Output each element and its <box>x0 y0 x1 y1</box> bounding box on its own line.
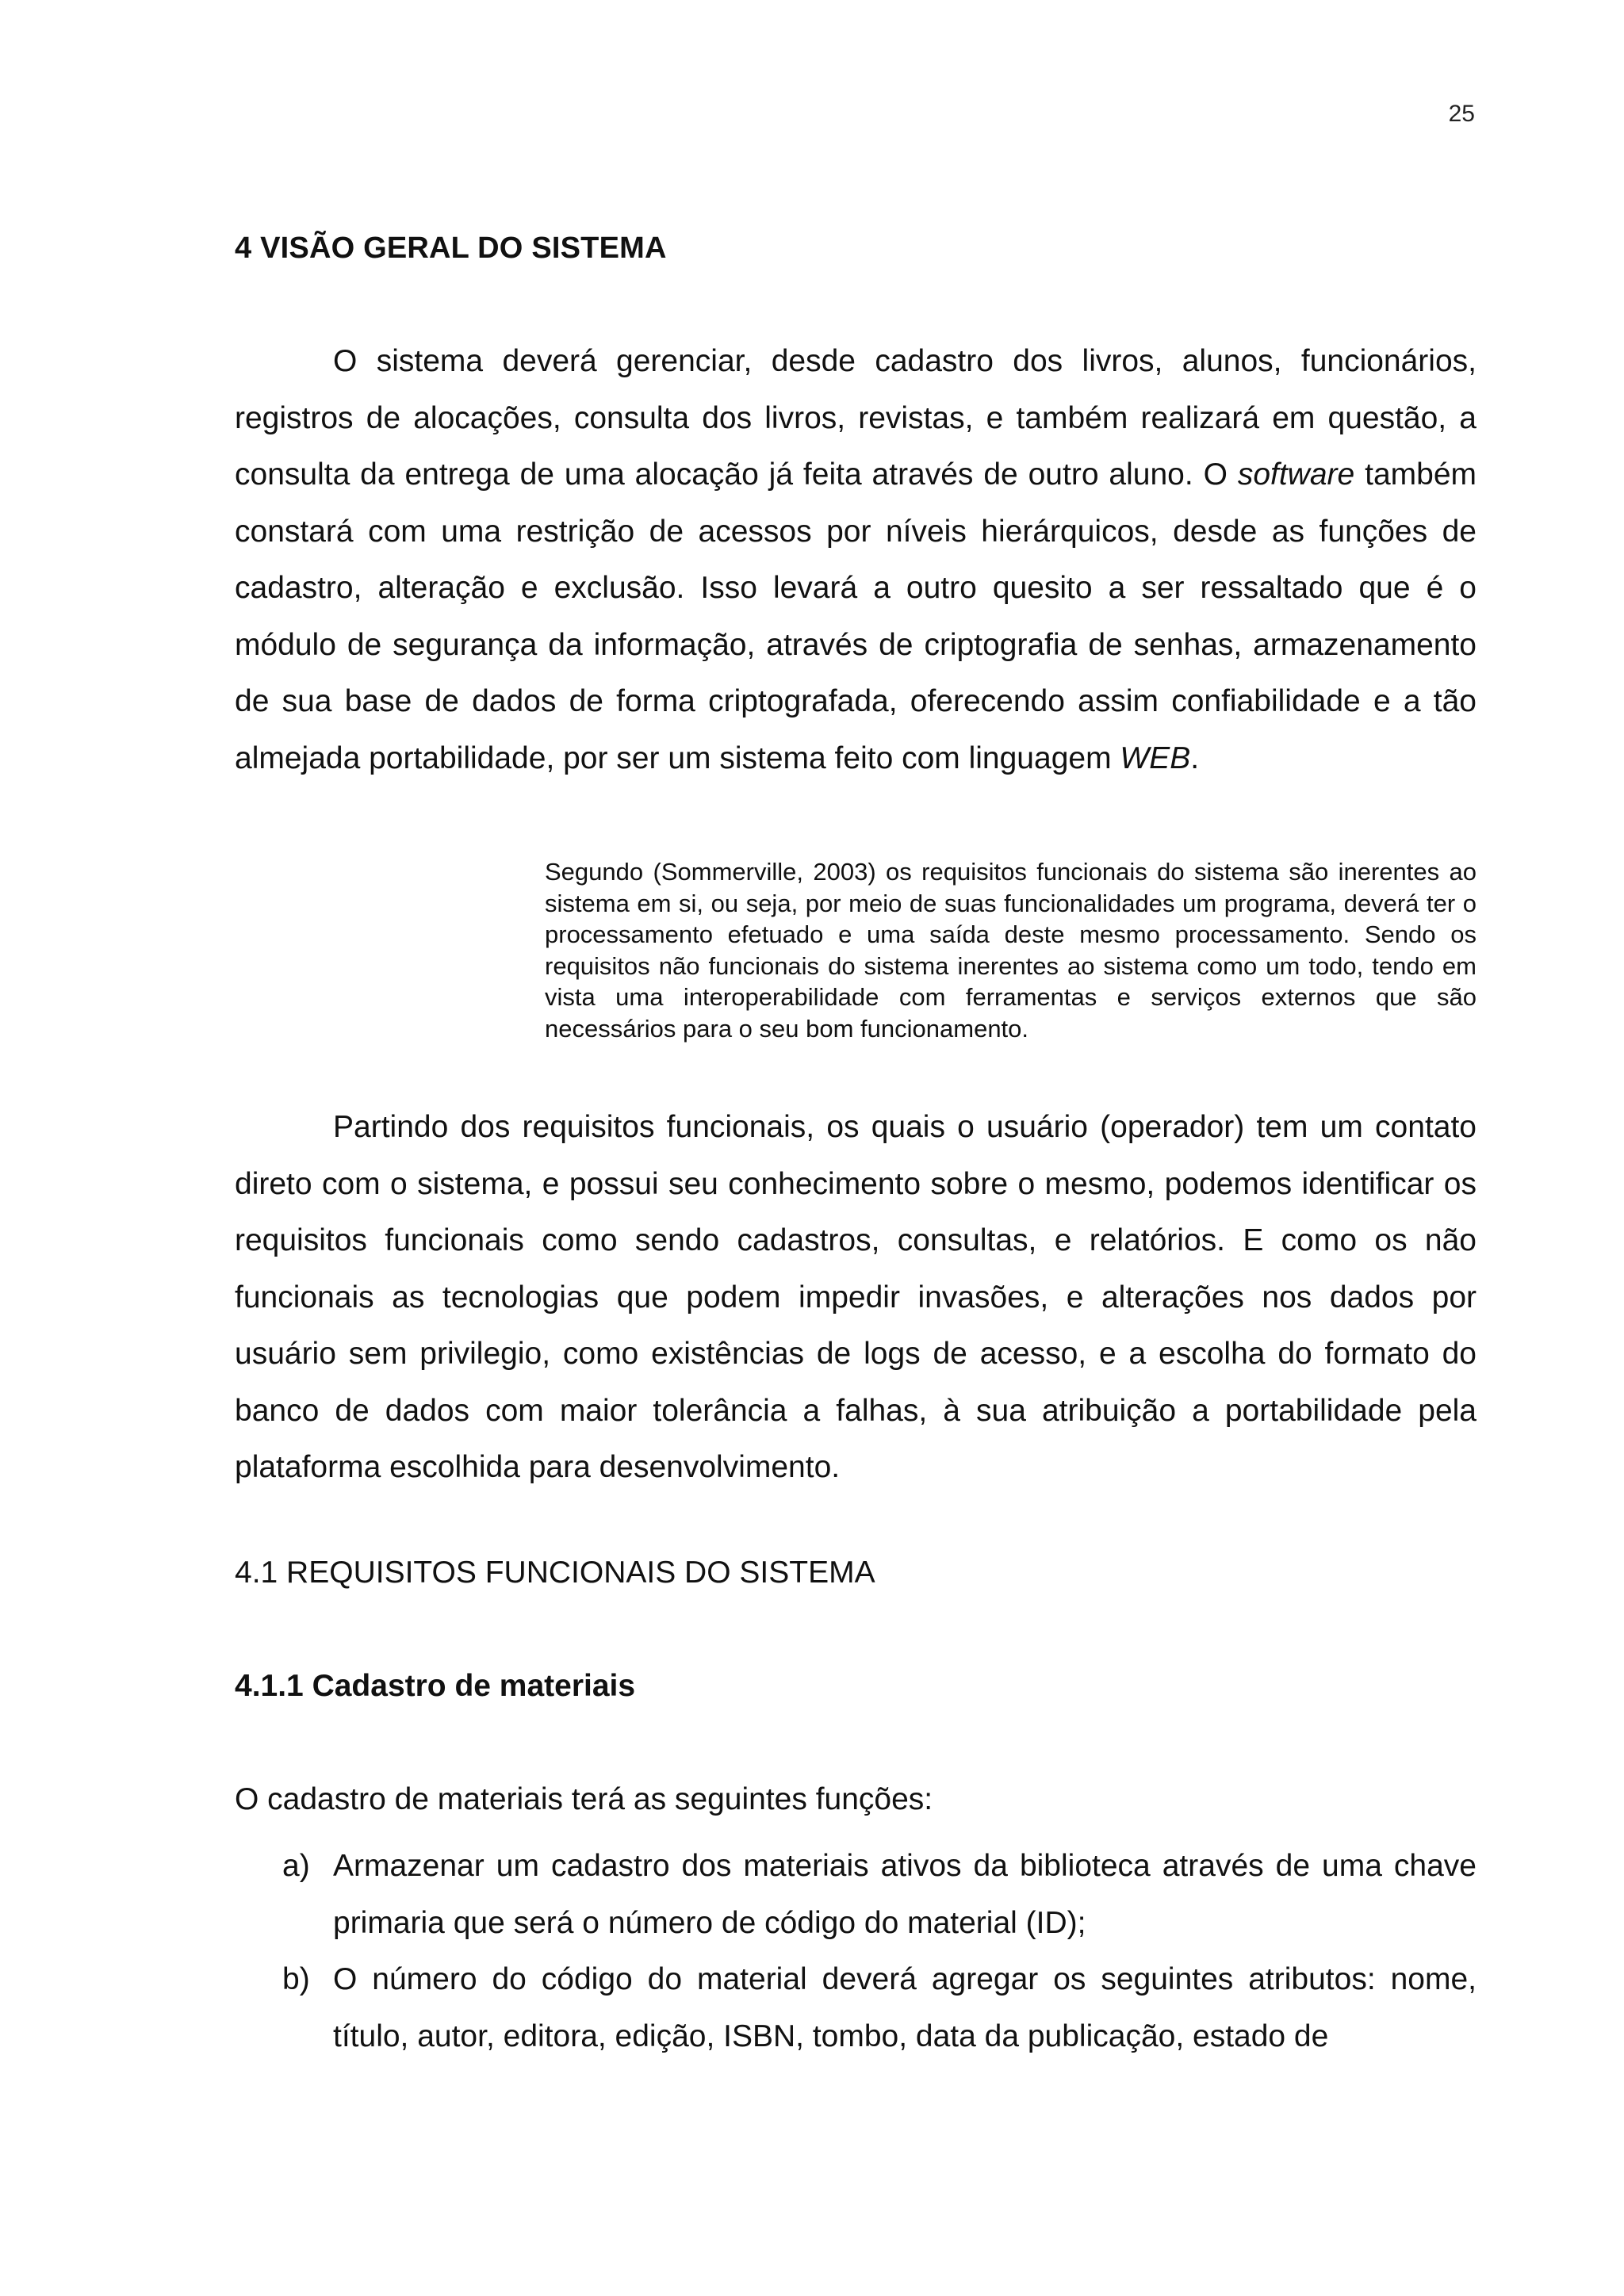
list-item <box>235 1838 1477 1951</box>
subsection-title: 4.1.1 Cadastro de materiais <box>235 1669 636 1703</box>
chapter-title: 4 VISÃO GERAL DO SISTEMA <box>235 232 667 265</box>
long-citation: Segundo (Sommerville, 2003) os requisitos funcionais do sistema são inerentes ao sistema em si, ou seja, por meio de suas funcionalidades um programa, deverá ter o processamento efetuado e uma saída deste mesmo processamento. Sendo os requisitos não funcionais do sistema inerentes ao sistema como um todo, tendo em vista uma interoperabilidade com ferramentas e serviços externos que são necessários para o seu bom funcionamento. <box>545 858 1477 1043</box>
list-item-text: Armazenar um cadastro dos materiais ativos da biblioteca através de uma chave primaria que será o número de código do material (ID); <box>333 1849 1477 1940</box>
list-marker: b) <box>282 1962 310 1996</box>
paragraph-1-italic-software: software <box>1237 457 1355 492</box>
page-number: 25 <box>1448 101 1475 127</box>
body-paragraph-1 <box>235 333 1477 786</box>
paragraph-1-text-c: . <box>1190 740 1200 775</box>
paragraph-1-text-b: também constará com uma restrição de acessos por níveis hierárquicos, desde as funções de cadastro, alteração e exclusão. Isso levará a outro quesito a ser ressaltado que é o módulo de segurança da informação, através de criptografia de senhas, armazenamento de sua base de dados de forma criptografada, oferecendo assim confiabilidade e a tão almejada portabilidade, por ser um sistema feito com linguagem <box>235 457 1477 775</box>
paragraph-1-italic-web: WEB <box>1120 740 1191 775</box>
list-marker: a) <box>282 1849 310 1883</box>
section-title: 4.1 REQUISITOS FUNCIONAIS DO SISTEMA <box>235 1556 875 1590</box>
list-intro: O cadastro de materiais terá as seguintes funções: <box>235 1782 933 1816</box>
functions-list <box>235 1838 1477 2064</box>
body-paragraph-2: Partindo dos requisitos funcionais, os quais o usuário (operador) tem um contato direto com o sistema, e possui seu conhecimento sobre o mesmo, podemos identificar os requisitos funcionais como sendo cadastros, consultas, e relatórios. E como os não funcionais as tecnologias que podem impedir invasões, e alterações nos dados por usuário sem privilegio, como existências de logs de acesso, e a escolha do formato do banco de dados com maior tolerância a falhas, à sua atribuição a portabilidade pela plataforma escolhida para desenvolvimento. <box>235 1110 1477 1484</box>
list-item-text: O número do código do material deverá agregar os seguintes atributos: nome, título, autor, editora, edição, ISBN, tombo, data da publicação, estado de <box>333 1962 1477 2053</box>
paragraph-1-text-a: O sistema deverá gerenciar, desde cadastro dos livros, alunos, funcionários, registros de alocações, consulta dos livros, revistas, e também realizará em questão, a consulta da entrega de uma alocação já feita através de outro aluno. O <box>235 344 1477 492</box>
list-item <box>235 1951 1477 2064</box>
